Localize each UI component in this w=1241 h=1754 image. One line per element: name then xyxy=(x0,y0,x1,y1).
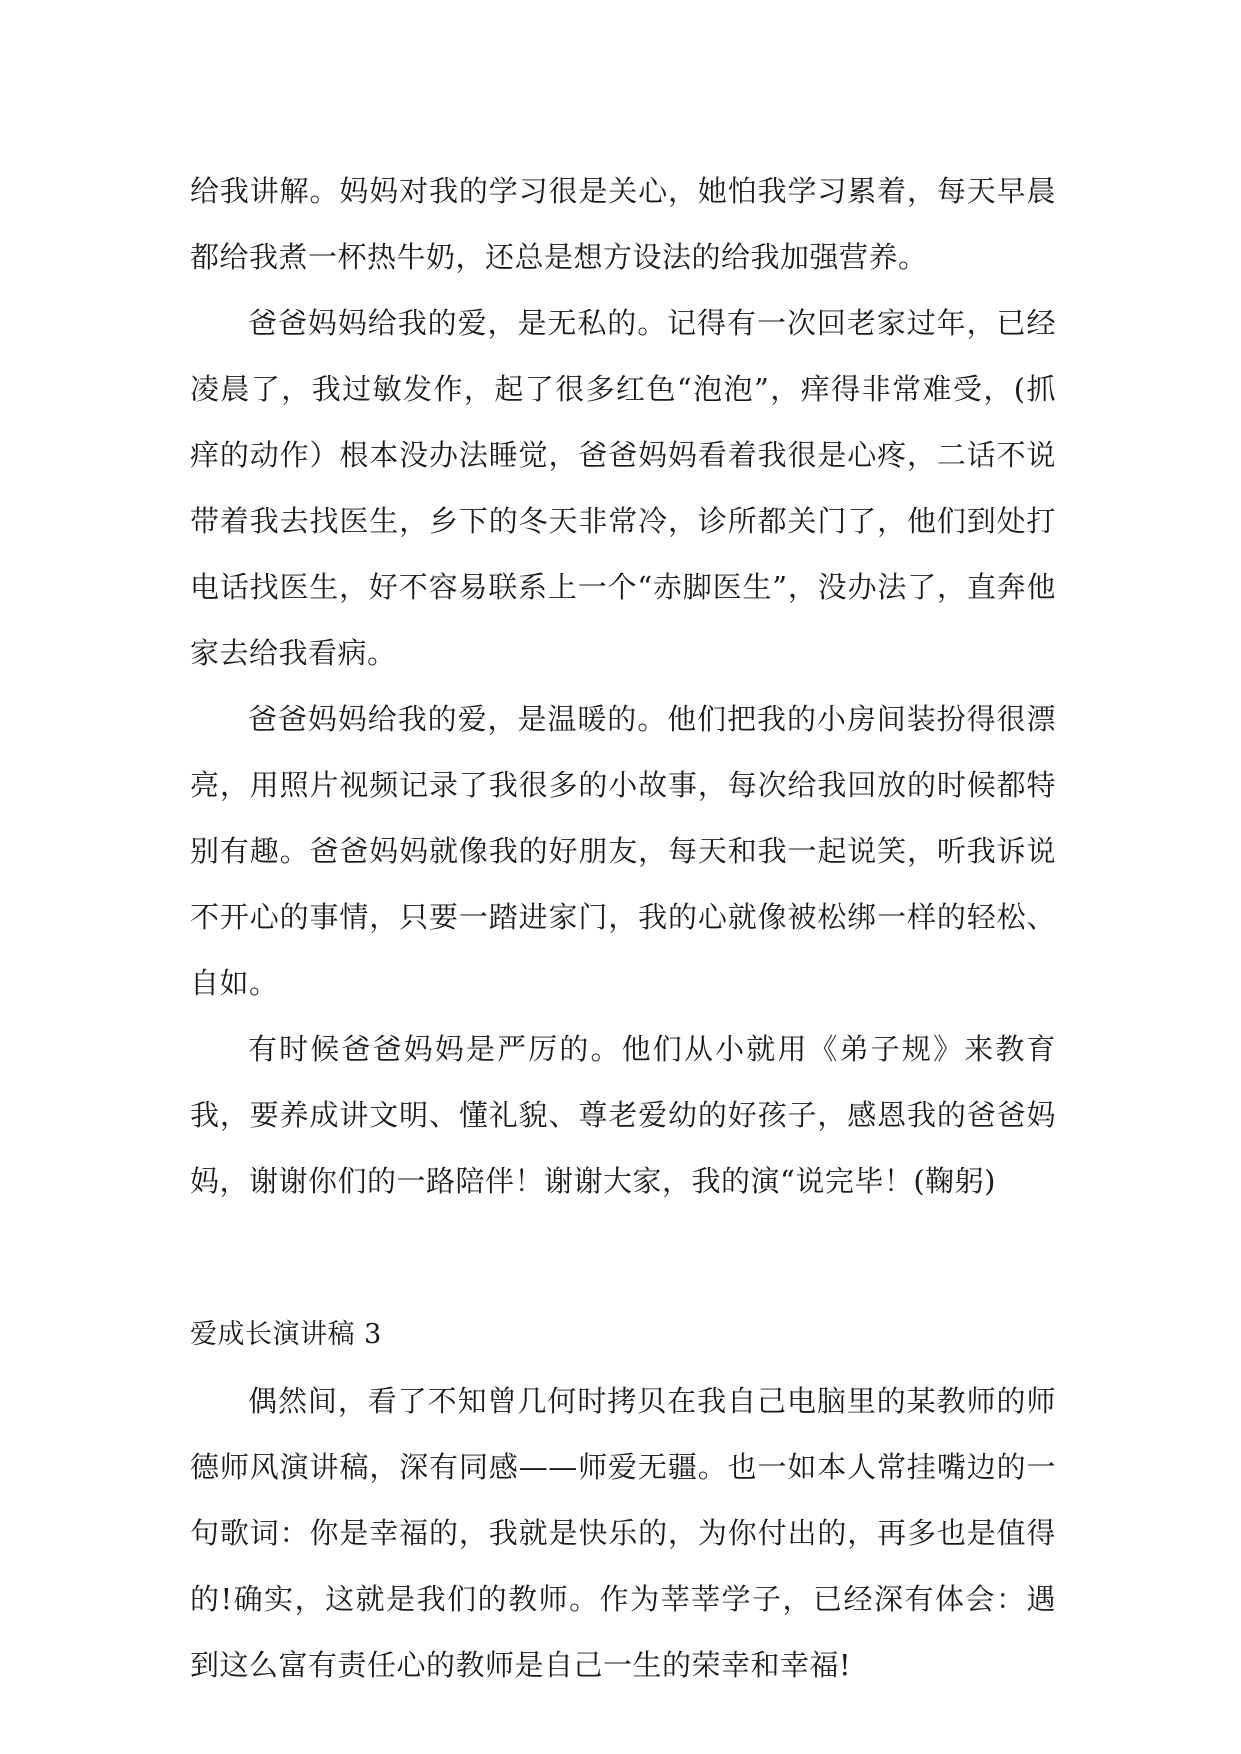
paragraph-selfless-love: 爸爸妈妈给我的爱，是无私的。记得有一次回老家过年，已经凌晨了，我过敏发作，起了很多红色“泡泡”，痒得非常难受，(抓痒的动作）根本没办法睡觉，爸爸妈妈看着我很是心疼，二话不说带着我去找医生，乡下的冬天非常冷，诊所都关门了，他们到处打电话找医生，好不容易联系上一个“赤脚医生”，没办法了，直奔他家去给我看病。 xyxy=(190,306,1056,670)
paragraph-continuation: 给我讲解。妈妈对我的学习很是关心，她怕我学习累着，每天早晨都给我煮一杯热牛奶，还总是想方设法的给我加强营养。 xyxy=(190,174,1056,274)
paragraph-teacher-speech: 偶然间，看了不知曾几何时拷贝在我自己电脑里的某教师的师德师风演讲稿，深有同感——师爱无疆。也一如本人常挂嘴边的一句歌词：你是幸福的，我就是快乐的，为你付出的，再多也是值得的!确实，这就是我们的教师。作为莘莘学子，已经深有体会：遇到这么富有责任心的教师是自己一生的荣幸和幸福! xyxy=(190,1384,1056,1682)
paragraph-strict-parents: 有时候爸爸妈妈是严厉的。他们从小就用《弟子规》来教育我，要养成讲文明、懂礼貌、尊老爱幼的好孩子，感恩我的爸爸妈妈，谢谢你们的一路陪伴！谢谢大家，我的演“说完毕！(鞠躬) xyxy=(190,1032,1056,1198)
section-title: 爱成长演讲稿 3 xyxy=(190,1319,382,1350)
document-body xyxy=(190,158,1056,1698)
paragraph-warm-love: 爸爸妈妈给我的爱，是温暖的。他们把我的小房间装扮得很漂亮，用照片视频记录了我很多的小故事，每次给我回放的时候都特别有趣。爸爸妈妈就像我的好朋友，每天和我一起说笑，听我诉说不开心的事情，只要一踏进家门，我的心就像被松绑一样的轻松、自如。 xyxy=(190,702,1056,1000)
